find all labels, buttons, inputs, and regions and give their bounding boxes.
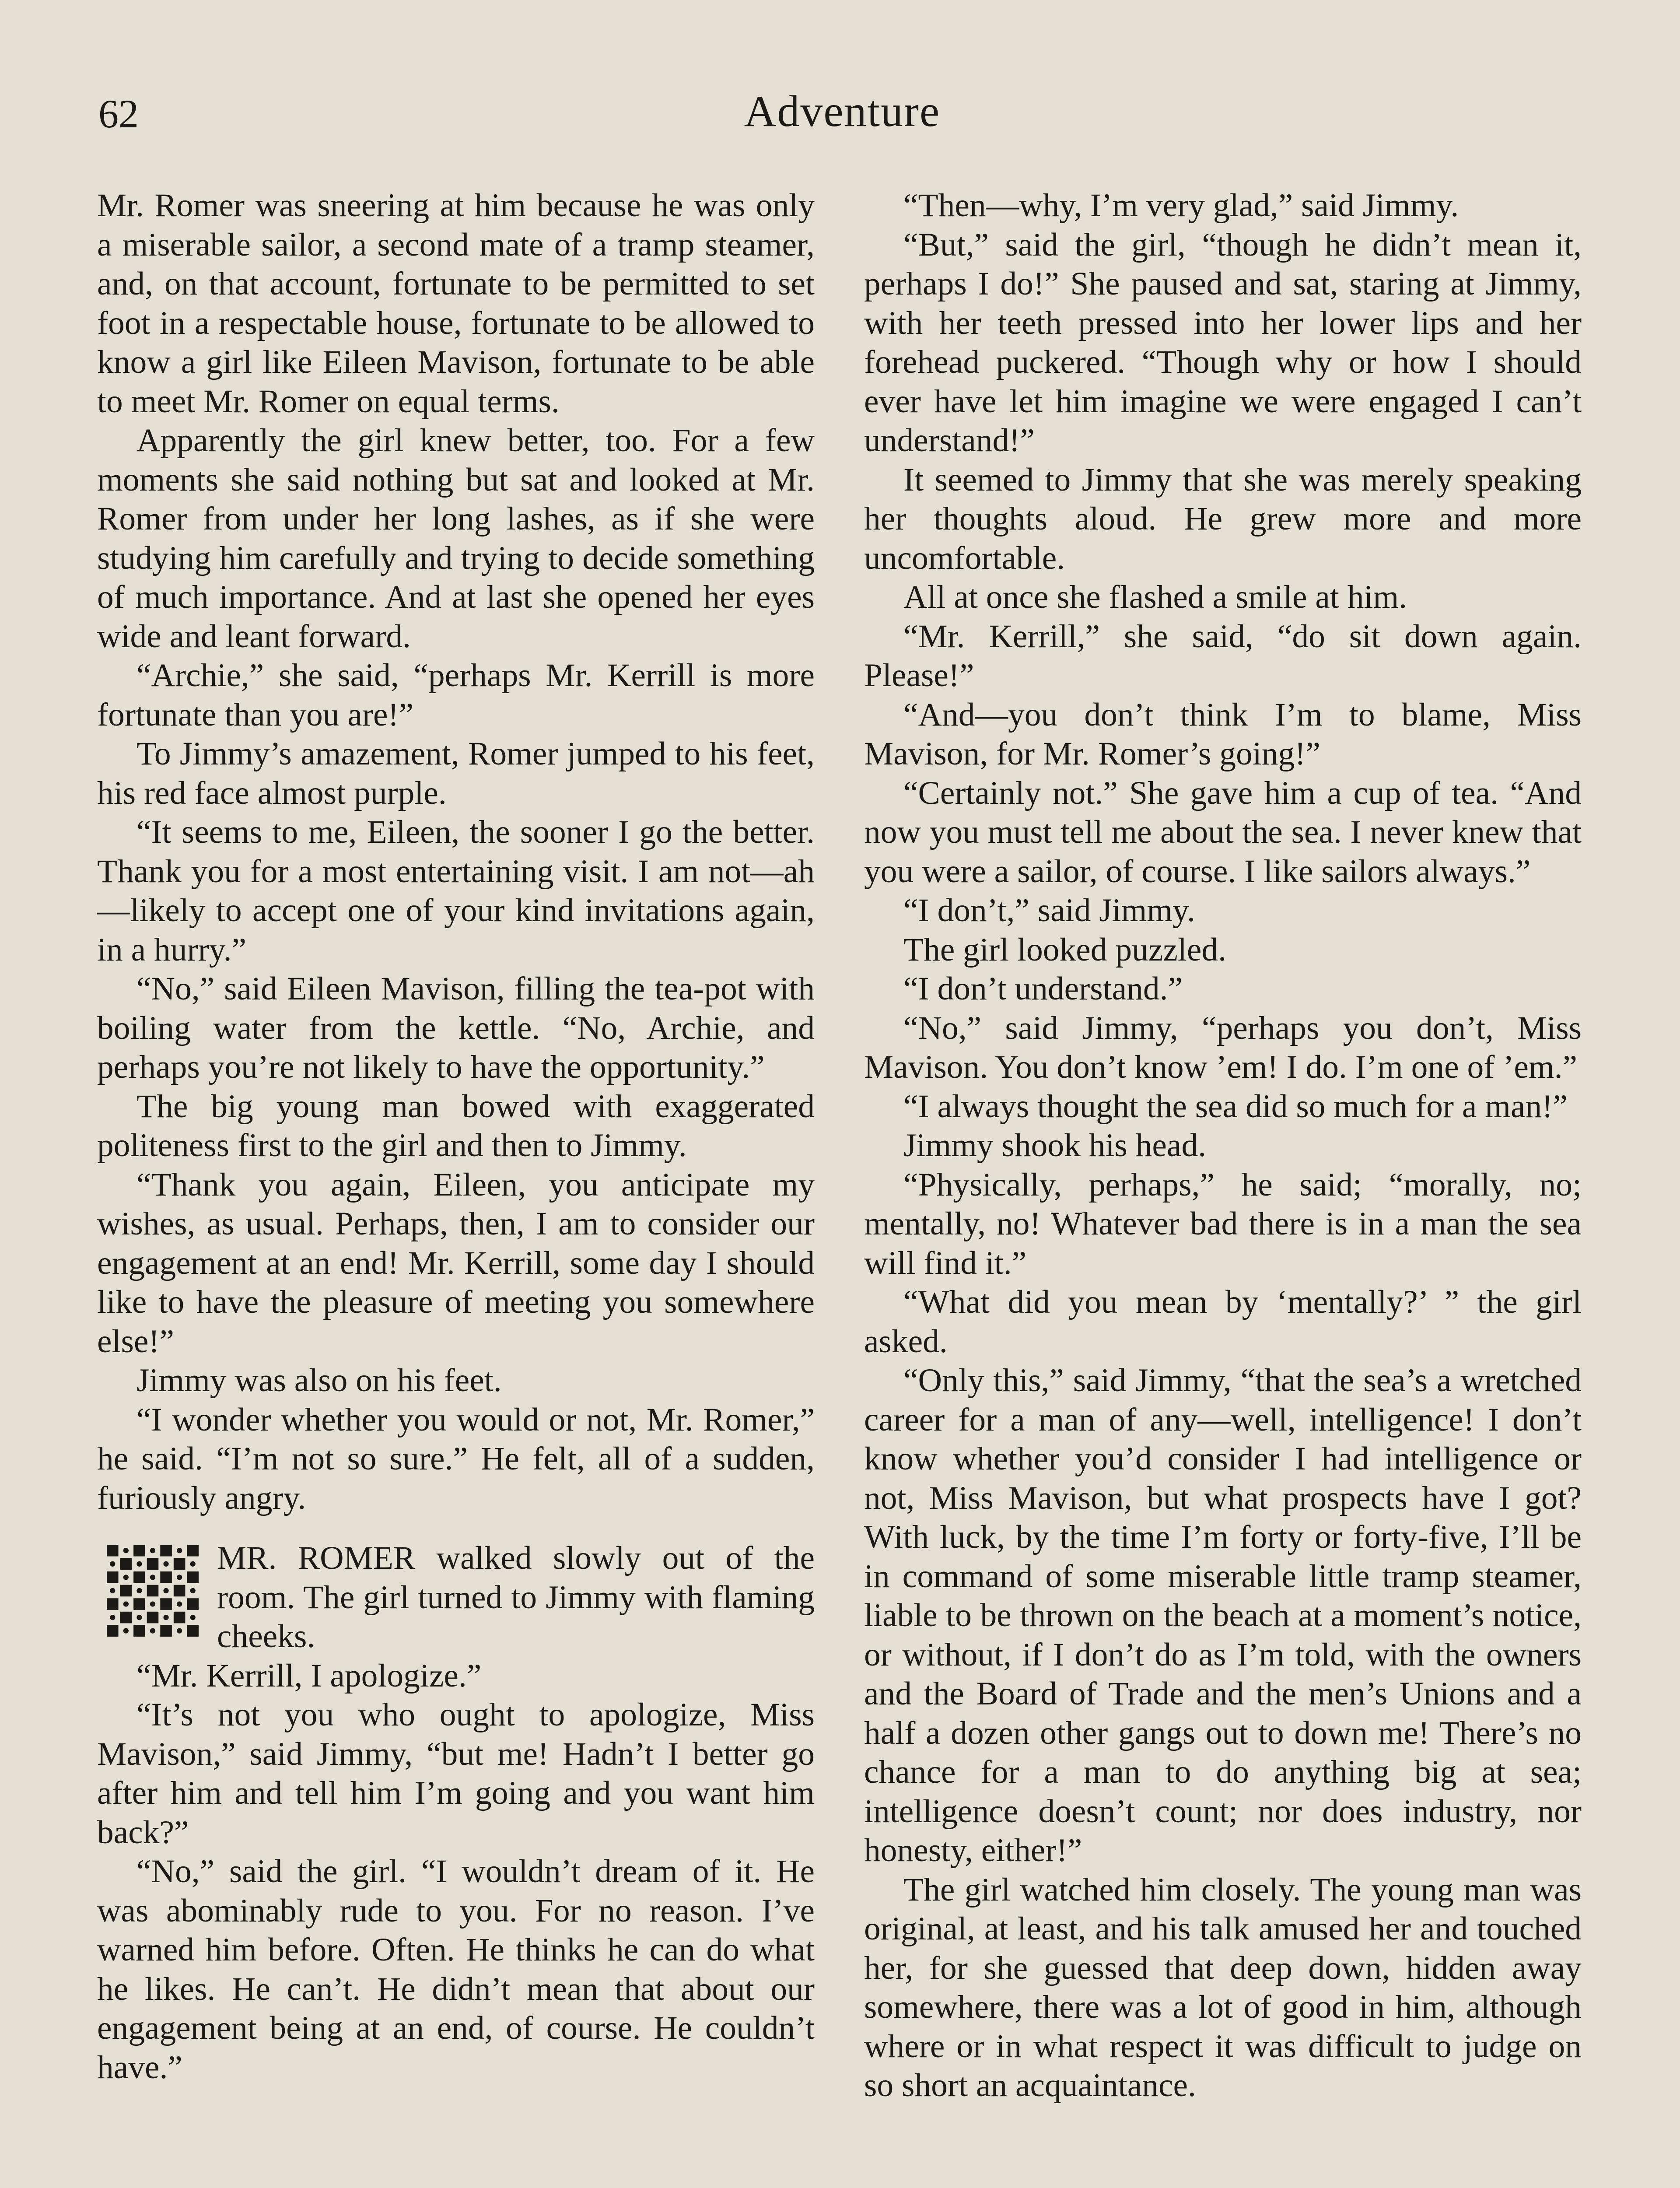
- running-title: Adventure: [744, 87, 941, 136]
- paragraph: “But,” said the girl, “though he didn’t mean it, perhaps I do!” She paused and sat, staring at Jimmy, with her teeth pressed into her lower lips and her forehead puckered. “Though why or how I should ever have let him imagine we were engaged I can’t understand!”: [864, 226, 1582, 459]
- paragraph: “Thank you again, Eileen, you anticipate my wishes, as usual. Perhaps, then, I am to consider our engagement at an end! Mr. Kerrill, some day I should like to have the pleasure of meeting you somewhere else!”: [97, 1166, 815, 1360]
- paragraph: All at once she flashed a smile at him.: [903, 579, 1407, 615]
- paragraph: “It’s not you who ought to apologize, Miss Mavison,” said Jimmy, “but me! Hadn’t I better go after him and tell him I’m going and you want him back?”: [97, 1697, 815, 1851]
- paragraph: “It seems to me, Eileen, the sooner I go the better. Thank you for a most entertaining visit. I am not—ah—likely to accept one of your kind invitations again, in a hurry.”: [97, 814, 815, 968]
- paragraph: “I wonder whether you would or not, Mr. Romer,” he said. “I’m not so sure.” He felt, all of a sudden, furiously angry.: [97, 1401, 815, 1516]
- paragraph: “I don’t understand.”: [903, 971, 1183, 1007]
- paragraph: Jimmy shook his head.: [903, 1127, 1207, 1164]
- checkered-ornament-icon: [106, 1544, 200, 1637]
- paragraph: It seemed to Jimmy that she was merely speaking her thoughts aloud. He grew more and more uncomfortable.: [864, 461, 1582, 576]
- paragraph: The girl watched him closely. The young man was original, at least, and his talk amused her and touched her, for she guessed that deep down, hidden away somewhere, there was a lot of good in him, although where or in what respect it was difficult to judge on so short an acquaintance.: [864, 1871, 1582, 2104]
- paragraph: Apparently the girl knew better, too. For a few moments she said nothing but sat and looked at Mr. Romer from under her long lashes, as if she were studying him carefully and trying to decide something of much importance. And at last she opened her eyes wide and leant forward.: [97, 422, 815, 655]
- paragraph: “Archie,” she said, “perhaps Mr. Kerrill is more fortunate than you are!”: [97, 657, 815, 733]
- paragraph: Mr. Romer was sneering at him because he was only a miserable sailor, a second mate of a tramp steamer, and, on that account, fortunate to be permitted to set foot in a respectable house, fortunate to be allowed to know a girl like Eileen Mavison, fortunate to be able to meet Mr. Romer on equal terms.: [97, 187, 815, 420]
- paragraph: “No,” said Jimmy, “perhaps you don’t, Miss Mavison. You don’t know ’em! I do. I’m one of ’em.”: [864, 1010, 1582, 1085]
- paragraph: “What did you mean by ‘mentally?’ ” the girl asked.: [864, 1284, 1582, 1360]
- paragraph: “Mr. Kerrill, I apologize.”: [136, 1657, 482, 1694]
- paragraph: “I always thought the sea did so much for a man!”: [903, 1088, 1568, 1125]
- paragraph: “Physically, perhaps,” he said; “morally, no; mentally, no! Whatever bad there is in a man the sea will find it.”: [864, 1166, 1582, 1281]
- paragraph: “Mr. Kerrill,” she said, “do sit down again. Please!”: [864, 618, 1582, 694]
- left-column: [97, 186, 815, 2087]
- paragraph: “Certainly not.” She gave him a cup of tea. “And now you must tell me about the sea. I never knew that you were a sailor, of course. I like sailors always.”: [864, 775, 1582, 890]
- paragraph: “No,” said the girl. “I wouldn’t dream of it. He was abominably rude to you. For no reason. I’ve warned him before. Often. He thinks he can do what he likes. He can’t. He didn’t mean that about our engagement being at an end, of course. He couldn’t have.”: [97, 1853, 815, 2086]
- section-opening-paragraph: MR. ROMER walked slowly out of the room. The girl turned to Jimmy with flaming cheeks.: [217, 1540, 815, 1655]
- paragraph: “And—you don’t think I’m to blame, Miss Mavison, for Mr. Romer’s going!”: [864, 696, 1582, 772]
- paragraph: “Then—why, I’m very glad,” said Jimmy.: [903, 187, 1459, 224]
- page-header: [98, 83, 1586, 144]
- page-number: 62: [98, 91, 139, 136]
- paragraph: The girl looked puzzled.: [903, 931, 1226, 968]
- paragraph: Jimmy was also on his feet.: [136, 1362, 502, 1399]
- paragraph: “No,” said Eileen Mavison, filling the tea-pot with boiling water from the kettle. “No, Archie, and perhaps you’re not likely to have the opportunity.”: [97, 971, 815, 1085]
- paragraph: “I don’t,” said Jimmy.: [903, 892, 1195, 929]
- paragraph: “Only this,” said Jimmy, “that the sea’s a wretched career for a man of any—well, intelligence! I don’t know whether you’d consider I had intelligence or not, Miss Mavison, but what prospects have I got? With luck, by the time I’m forty or forty-five, I’ll be in command of some miserable little tramp steamer, liable to be thrown on the beach at a moment’s notice, or without, if I don’t do as I’m told, with the owners and the Board of Trade and the men’s Unions and a half a dozen other gangs out to down me! There’s no chance for a man to do anything big at sea; intelligence doesn’t count; nor does industry, nor honesty, either!”: [864, 1362, 1582, 1869]
- paragraph: To Jimmy’s amazement, Romer jumped to his feet, his red face almost purple.: [97, 736, 815, 811]
- right-column: [864, 186, 1582, 2105]
- paragraph: The big young man bowed with exaggerated politeness first to the girl and then to Jimmy.: [97, 1088, 815, 1164]
